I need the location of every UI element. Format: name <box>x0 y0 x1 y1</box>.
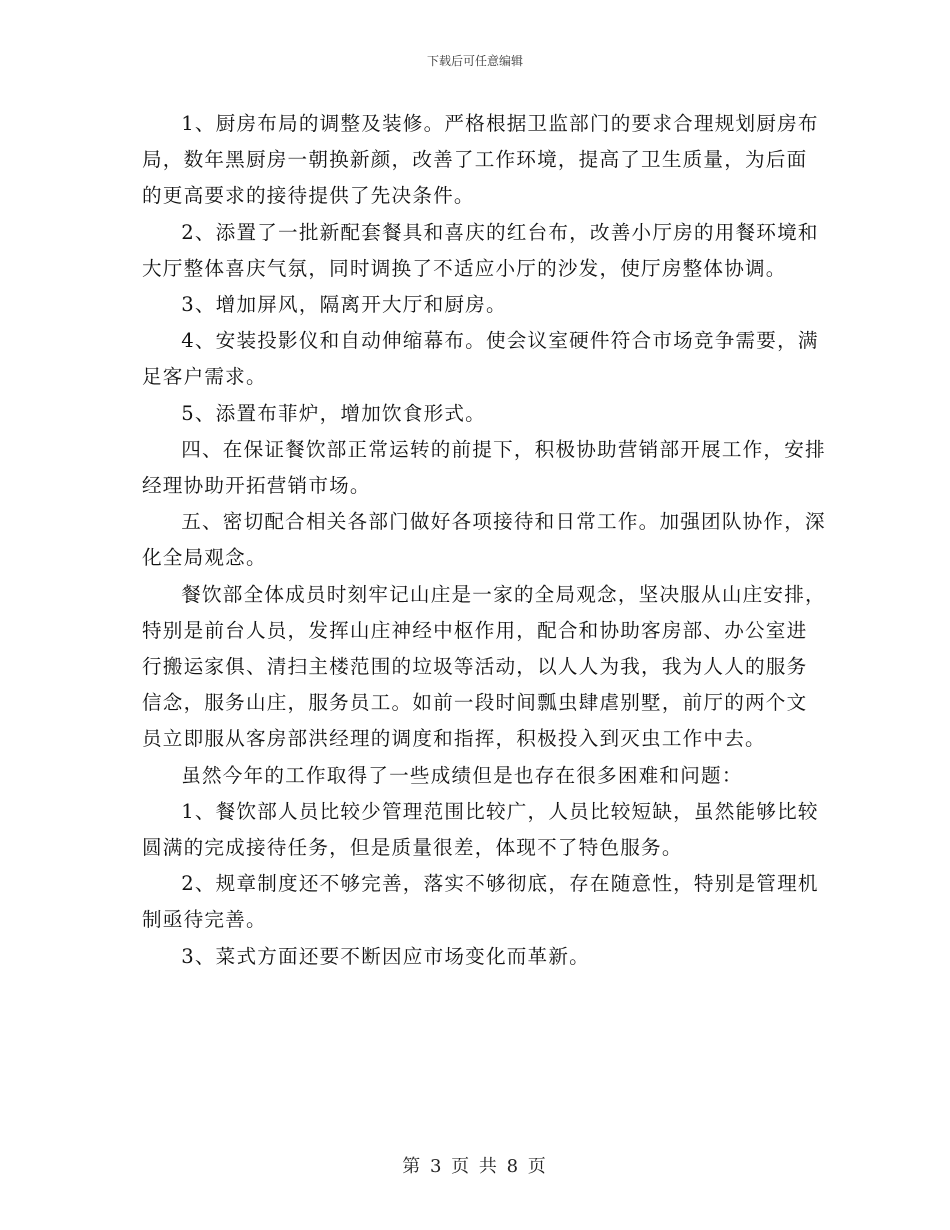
paragraph: 餐饮部全体成员时刻牢记山庄是一家的全局观念，坚决服从山庄安排，特别是前台人员，发挥山庄神经中枢作用，配合和协助客房部、办公室进行搬运家俱、清扫主楼范围的垃圾等活动，以人人为我，我为人人的服务信念，服务山庄，服务员工。如前一段时间瓢虫肆虐别墅，前厅的两个文员立即服从客房部洪经理的调度和指挥，积极投入到灭虫工作中去。 <box>142 582 826 751</box>
paragraph: 虽然今年的工作取得了一些成绩但是也存在很多困难和问题： <box>181 763 743 787</box>
paragraph: 四、在保证餐饮部正常运转的前提下，积极协助营销部开展工作，安排经理协助开拓营销市场。 <box>142 437 826 498</box>
page-number-footer: 第 3 页 共 8 页 <box>402 1156 548 1177</box>
page-header: 下载后可任意编辑 <box>426 54 523 68</box>
paragraph: 3、增加屏风，隔离开大厅和厨房。 <box>181 293 507 317</box>
paragraph: 1、厨房布局的调整及装修。严格根据卫监部门的要求合理规划厨房布局，数年黑厨房一朝换新颜，改善了工作环境，提高了卫生质量，为后面的更高要求的接待提供了先决条件。 <box>142 112 819 208</box>
paragraph: 1、餐饮部人员比较少管理范围比较广，人员比较短缺，虽然能够比较圆满的完成接待任务，但是质量很差，体现不了特色服务。 <box>142 799 819 860</box>
paragraph: 2、添置了一批新配套餐具和喜庆的红台布，改善小厅房的用餐环境和大厅整体喜庆气氛，同时调换了不适应小厅的沙发，使厅房整体协调。 <box>142 220 819 280</box>
document-body <box>142 106 828 975</box>
paragraph: 3、菜式方面还要不断因应市场变化而革新。 <box>181 944 590 968</box>
paragraph: 2、规章制度还不够完善，落实不够彻底，存在随意性，特别是管理机制亟待完善。 <box>142 872 819 932</box>
paragraph: 五、密切配合相关各部门做好各项接待和日常工作。加强团队协作，深化全局观念。 <box>142 510 826 570</box>
paragraph: 5、添置布菲炉，增加饮食形式。 <box>181 401 486 425</box>
paragraph: 4、安装投影仪和自动伸缩幕布。使会议室硬件符合市场竞争需要，满足客户需求。 <box>142 329 819 389</box>
